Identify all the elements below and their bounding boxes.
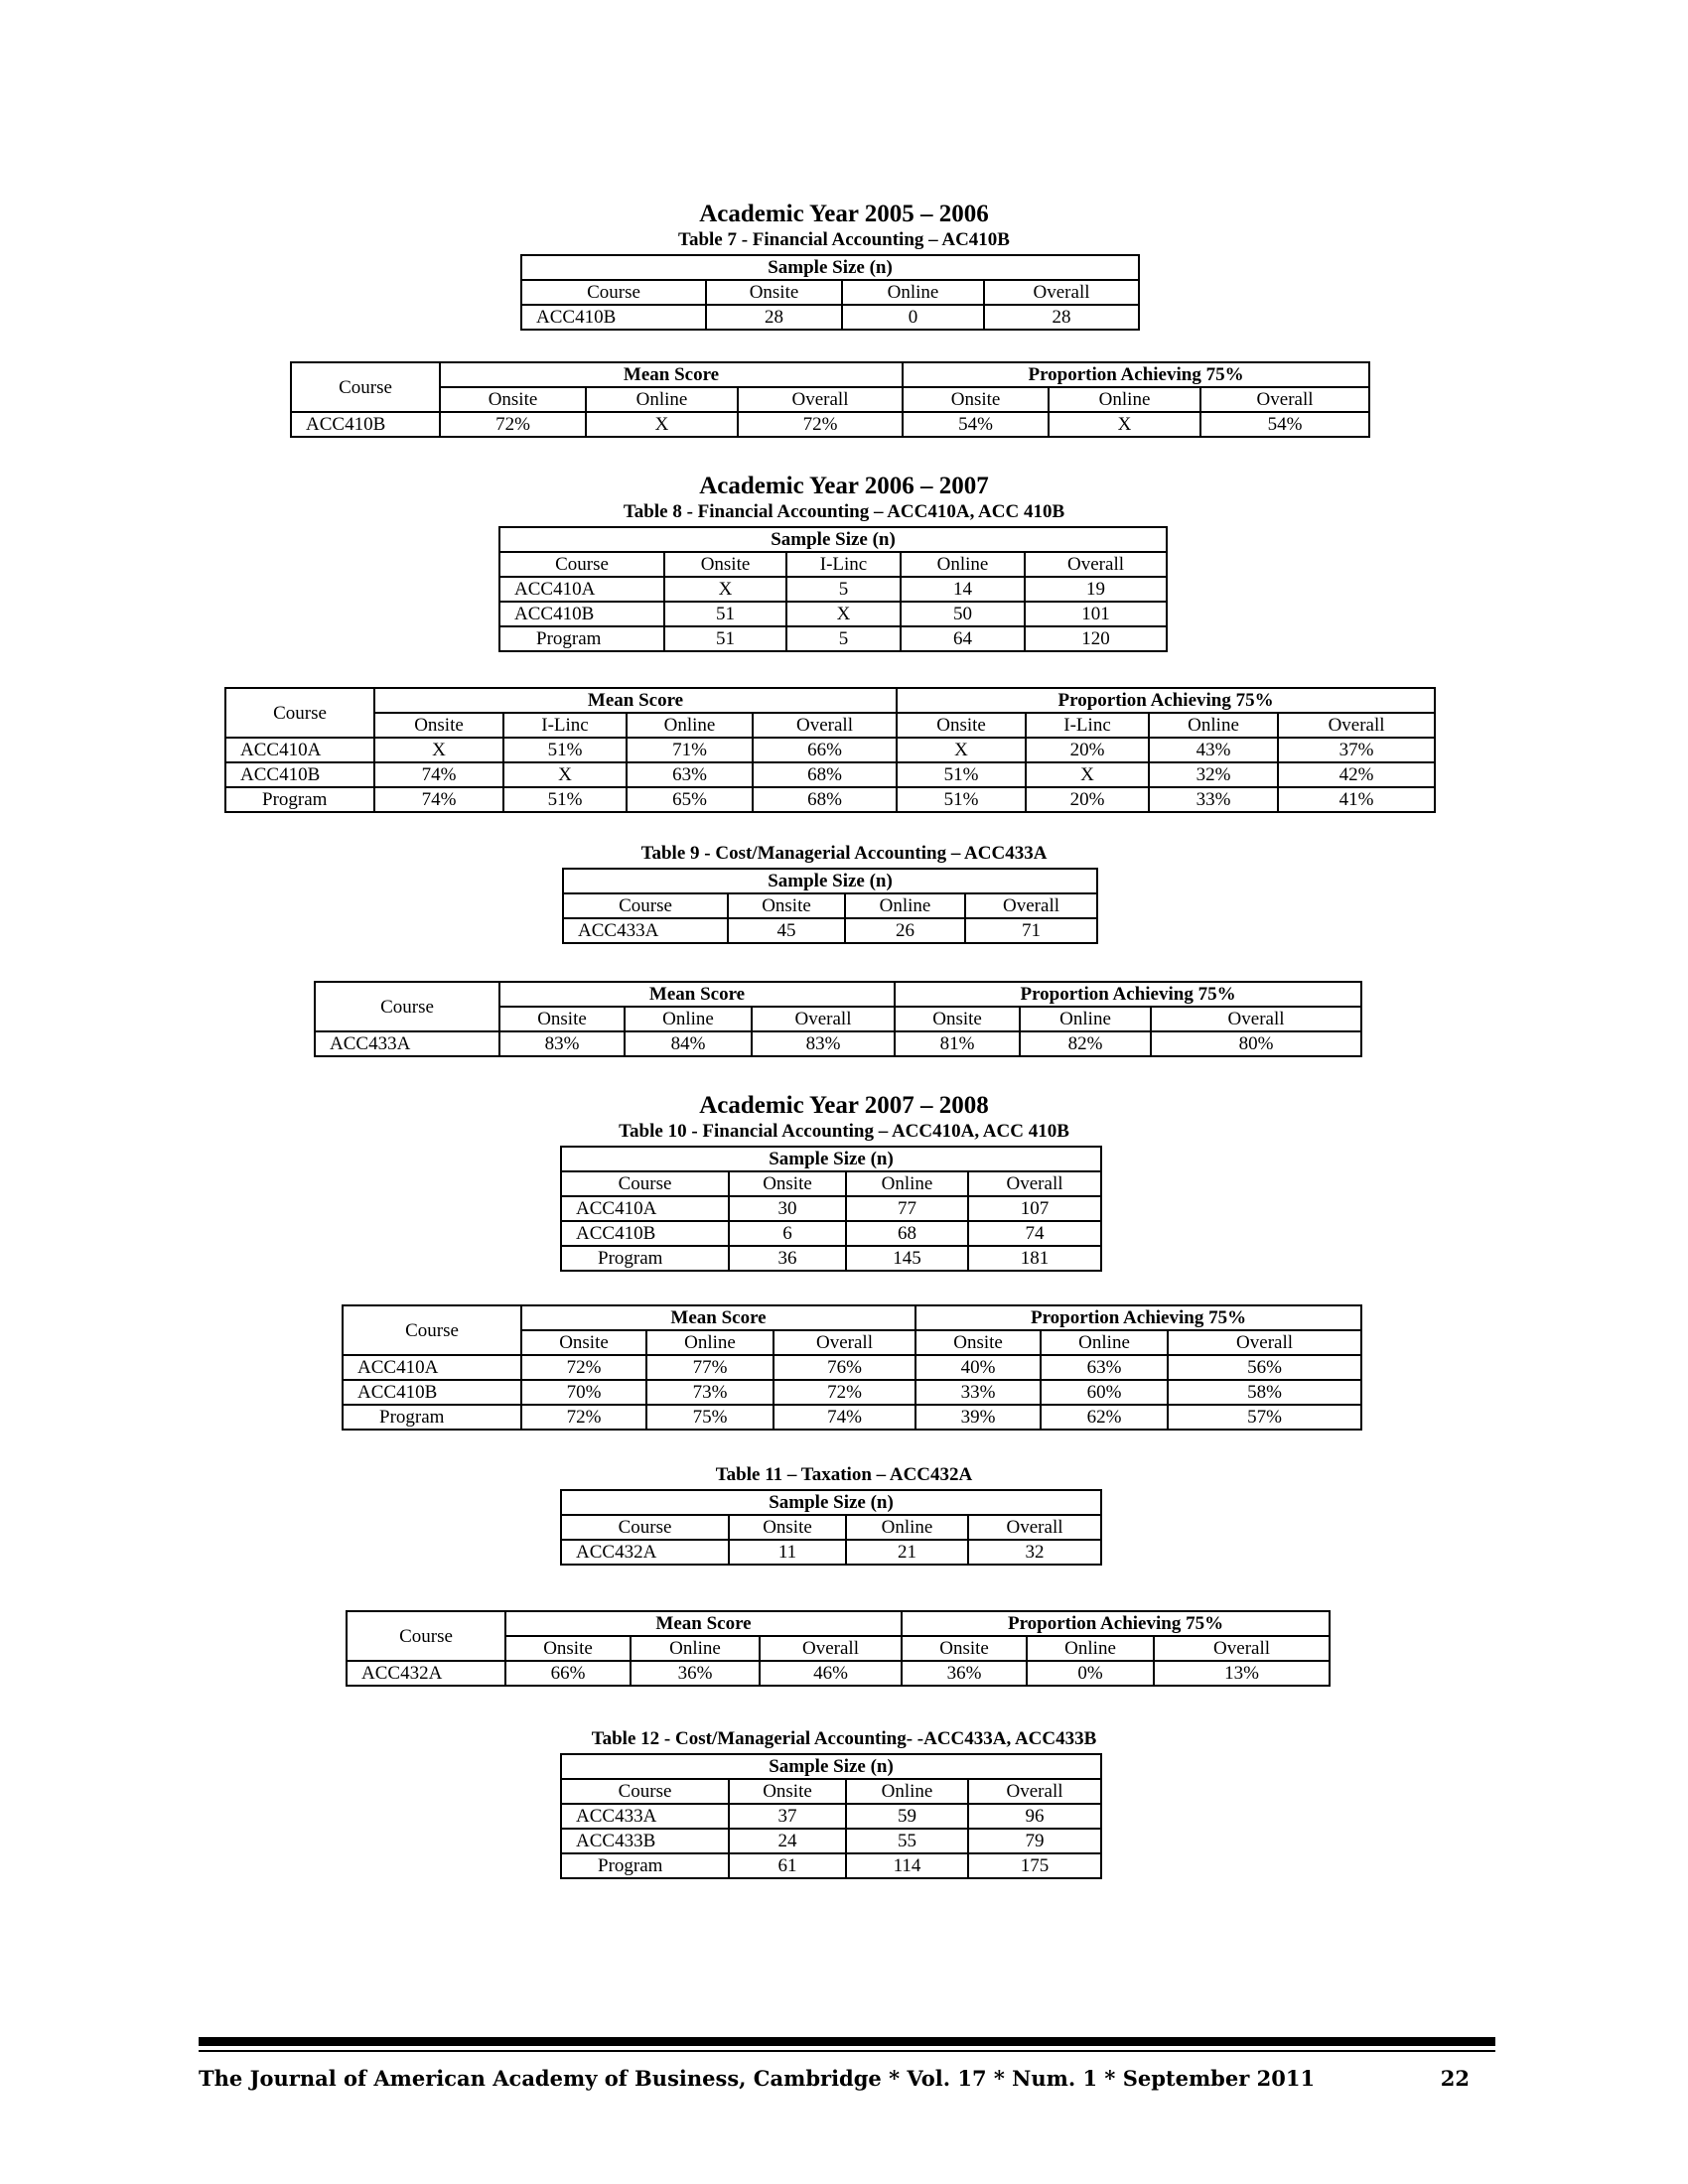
proportion-achieving-header: Proportion Achieving 75% [897,688,1435,713]
data-cell: 70% [521,1380,646,1405]
data-cell: X [1049,412,1200,437]
course-cell: Program [343,1405,521,1430]
course-cell: ACC433A [561,1804,729,1829]
column-header: Course [561,1515,729,1540]
data-cell: 83% [752,1031,895,1056]
data-cell: 55 [846,1829,968,1853]
data-cell: 77% [646,1355,774,1380]
data-cell: 101 [1025,602,1167,626]
table-10-sample-size [560,1146,1102,1272]
data-cell: 46% [760,1661,902,1686]
year-heading-2007-2008: Academic Year 2007 – 2008 [699,1092,989,1119]
mean-score-header: Mean Score [440,362,903,387]
column-header: I-Linc [503,713,627,738]
data-cell: 6 [729,1221,846,1246]
mean-score-header: Mean Score [374,688,897,713]
column-header: Online [845,893,965,918]
data-cell: 41% [1278,787,1435,812]
data-cell: 72% [738,412,903,437]
data-cell: 37 [729,1804,846,1829]
column-header: Course [521,280,706,305]
data-cell: 77 [846,1196,968,1221]
data-cell: 81% [895,1031,1020,1056]
year-heading-2005-2006: Academic Year 2005 – 2006 [699,201,989,227]
data-cell: 80% [1151,1031,1361,1056]
column-header: Overall [1025,552,1167,577]
data-cell: 30 [729,1196,846,1221]
course-cell: ACC410A [561,1196,729,1221]
table-7-caption: Table 7 - Financial Accounting – AC410B [678,229,1010,250]
column-header: Online [631,1636,760,1661]
column-header: Online [846,1515,968,1540]
data-cell: 20% [1026,738,1149,762]
data-cell: 56% [1168,1355,1361,1380]
course-cell: ACC410A [343,1355,521,1380]
table-row [225,738,1435,762]
data-cell: 0 [842,305,984,330]
table-row [291,412,1369,437]
column-header: Onsite [728,893,845,918]
proportion-achieving-header: Proportion Achieving 75% [915,1305,1361,1330]
data-cell: 32 [968,1540,1101,1565]
course-cell: ACC410B [291,412,440,437]
page-footer [199,2063,1495,2095]
table-row [343,1355,1361,1380]
column-header: Onsite [895,1007,1020,1031]
column-header: Overall [1151,1007,1361,1031]
course-cell: ACC410B [343,1380,521,1405]
data-cell: 21 [846,1540,968,1565]
column-header: Onsite [902,1636,1027,1661]
data-cell: 71 [965,918,1097,943]
data-cell: 54% [903,412,1049,437]
data-cell: 68% [753,762,897,787]
table-9-caption: Table 9 - Cost/Managerial Accounting – ACC433A [640,843,1048,864]
data-cell: 24 [729,1829,846,1853]
table-row [343,1405,1361,1430]
data-cell: 33% [915,1380,1041,1405]
table-row [561,1853,1101,1878]
column-header: Overall [738,387,903,412]
journal-citation: The Journal of American Academy of Business, Cambridge * Vol. 17 * Num. 1 * September 2011 [199,2066,1316,2091]
data-cell: 36% [902,1661,1027,1686]
sample-size-title: Sample Size (n) [561,1147,1101,1171]
data-cell: 84% [625,1031,752,1056]
table-row [499,626,1167,651]
table-11-scores [346,1610,1331,1687]
data-cell: 61 [729,1853,846,1878]
data-cell: 33% [1149,787,1278,812]
data-cell: X [503,762,627,787]
data-cell: 0% [1027,1661,1154,1686]
course-column-header: Course [291,362,440,412]
data-cell: 96 [968,1804,1101,1829]
column-header: Onsite [521,1330,646,1355]
sample-size-title: Sample Size (n) [561,1754,1101,1779]
data-cell: 40% [915,1355,1041,1380]
column-header: Onsite [440,387,586,412]
data-cell: 175 [968,1853,1101,1878]
table-row [561,1246,1101,1271]
column-header: Onsite [499,1007,625,1031]
data-cell: 62% [1041,1405,1168,1430]
column-header: Overall [760,1636,902,1661]
course-cell: ACC410B [225,762,374,787]
table-row [315,1031,1361,1056]
column-header: Overall [752,1007,895,1031]
data-cell: 72% [774,1380,915,1405]
column-header: Onsite [374,713,503,738]
column-header: Overall [1168,1330,1361,1355]
column-header: I-Linc [786,552,901,577]
course-column-header: Course [347,1611,505,1661]
data-cell: 74% [774,1405,915,1430]
table-12-caption: Table 12 - Cost/Managerial Accounting- -ACC433A, ACC433B [591,1728,1097,1749]
table-row [561,1804,1101,1829]
data-cell: 14 [901,577,1025,602]
column-header: Online [586,387,738,412]
table-row [225,787,1435,812]
table-11-sample-size [560,1489,1102,1566]
data-cell: 5 [786,626,901,651]
column-header: Online [627,713,753,738]
table-row [347,1661,1330,1686]
data-cell: 73% [646,1380,774,1405]
data-cell: 64 [901,626,1025,651]
column-header: Course [561,1171,729,1196]
table-row [499,577,1167,602]
column-header: Online [846,1171,968,1196]
data-cell: 82% [1020,1031,1151,1056]
data-cell: 74% [374,787,503,812]
data-cell: 72% [521,1355,646,1380]
data-cell: 68 [846,1221,968,1246]
table-12-sample-size [560,1753,1102,1879]
data-cell: 28 [984,305,1139,330]
data-cell: 13% [1154,1661,1330,1686]
column-header: Overall [965,893,1097,918]
column-header: Onsite [729,1171,846,1196]
table-row [561,1540,1101,1565]
data-cell: 181 [968,1246,1101,1271]
table-9-scores [314,981,1362,1057]
course-cell: Program [225,787,374,812]
course-cell: ACC433B [561,1829,729,1853]
year-heading-2006-2007: Academic Year 2006 – 2007 [699,473,989,499]
data-cell: 75% [646,1405,774,1430]
course-cell: ACC410B [561,1221,729,1246]
sample-size-title: Sample Size (n) [561,1490,1101,1515]
table-9-sample-size [562,868,1098,944]
table-7-sample-size [520,254,1140,331]
data-cell: 66% [505,1661,631,1686]
data-cell: 72% [521,1405,646,1430]
mean-score-header: Mean Score [505,1611,902,1636]
mean-score-header: Mean Score [499,982,895,1007]
column-header: I-Linc [1026,713,1149,738]
sample-size-title: Sample Size (n) [563,869,1097,893]
course-cell: Program [561,1246,729,1271]
column-header: Onsite [903,387,1049,412]
sample-size-title: Sample Size (n) [499,527,1167,552]
data-cell: 114 [846,1853,968,1878]
column-header: Overall [774,1330,915,1355]
footer-rule-thick [199,2037,1495,2046]
course-column-header: Course [343,1305,521,1355]
table-row [521,305,1139,330]
table-row [343,1380,1361,1405]
data-cell: 36 [729,1246,846,1271]
data-cell: X [374,738,503,762]
table-row [225,762,1435,787]
page-number: 22 [1440,2066,1470,2091]
column-header: Onsite [505,1636,631,1661]
data-cell: X [897,738,1026,762]
data-cell: 36% [631,1661,760,1686]
data-cell: 79 [968,1829,1101,1853]
column-header: Overall [1278,713,1435,738]
column-header: Course [563,893,728,918]
course-cell: ACC410B [499,602,664,626]
data-cell: 45 [728,918,845,943]
data-cell: 72% [440,412,586,437]
data-cell: 74% [374,762,503,787]
column-header: Onsite [729,1779,846,1804]
column-header: Online [1041,1330,1168,1355]
data-cell: 51% [897,787,1026,812]
column-header: Online [1020,1007,1151,1031]
table-8-caption: Table 8 - Financial Accounting – ACC410A, ACC 410B [623,501,1065,522]
data-cell: X [586,412,738,437]
footer-rule-thin [199,2050,1495,2052]
data-cell: 43% [1149,738,1278,762]
data-cell: 63% [627,762,753,787]
data-cell: 76% [774,1355,915,1380]
data-cell: 28 [706,305,842,330]
data-cell: 66% [753,738,897,762]
column-header: Overall [968,1779,1101,1804]
table-10-scores [342,1304,1362,1431]
table-row [499,602,1167,626]
table-8-sample-size [498,526,1168,652]
data-cell: 37% [1278,738,1435,762]
column-header: Online [842,280,984,305]
column-header: Course [499,552,664,577]
data-cell: 39% [915,1405,1041,1430]
course-cell: ACC410A [225,738,374,762]
data-cell: 74 [968,1221,1101,1246]
column-header: Online [1027,1636,1154,1661]
column-header: Onsite [729,1515,846,1540]
course-cell: ACC433A [563,918,728,943]
column-header: Online [646,1330,774,1355]
column-header: Online [846,1779,968,1804]
data-cell: 57% [1168,1405,1361,1430]
course-cell: ACC432A [347,1661,505,1686]
data-cell: 19 [1025,577,1167,602]
course-column-header: Course [225,688,374,738]
data-cell: 42% [1278,762,1435,787]
course-cell: ACC410A [499,577,664,602]
course-column-header: Course [315,982,499,1031]
data-cell: 50 [901,602,1025,626]
data-cell: 51 [664,602,786,626]
data-cell: X [664,577,786,602]
course-cell: ACC433A [315,1031,499,1056]
column-header: Onsite [897,713,1026,738]
data-cell: 51% [503,787,627,812]
data-cell: 5 [786,577,901,602]
table-10-caption: Table 10 - Financial Accounting – ACC410A, ACC 410B [619,1121,1069,1142]
course-cell: ACC410B [521,305,706,330]
column-header: Overall [984,280,1139,305]
data-cell: 20% [1026,787,1149,812]
data-cell: 59 [846,1804,968,1829]
data-cell: X [1026,762,1149,787]
data-cell: 11 [729,1540,846,1565]
data-cell: 145 [846,1246,968,1271]
sample-size-title: Sample Size (n) [521,255,1139,280]
mean-score-header: Mean Score [521,1305,915,1330]
column-header: Online [1149,713,1278,738]
column-header: Overall [968,1515,1101,1540]
column-header: Overall [1200,387,1369,412]
column-header: Onsite [706,280,842,305]
proportion-achieving-header: Proportion Achieving 75% [902,1611,1330,1636]
table-11-caption: Table 11 – Taxation – ACC432A [715,1464,973,1485]
column-header: Online [901,552,1025,577]
data-cell: 26 [845,918,965,943]
data-cell: 63% [1041,1355,1168,1380]
data-cell: 120 [1025,626,1167,651]
table-8-scores [224,687,1436,813]
data-cell: 65% [627,787,753,812]
data-cell: 60% [1041,1380,1168,1405]
course-cell: Program [561,1853,729,1878]
data-cell: 51 [664,626,786,651]
proportion-achieving-header: Proportion Achieving 75% [895,982,1361,1007]
data-cell: 54% [1200,412,1369,437]
data-cell: 71% [627,738,753,762]
data-cell: 51% [897,762,1026,787]
table-7-scores [290,361,1370,438]
course-cell: ACC432A [561,1540,729,1565]
table-row [563,918,1097,943]
column-header: Onsite [664,552,786,577]
data-cell: 58% [1168,1380,1361,1405]
table-row [561,1829,1101,1853]
column-header: Online [1049,387,1200,412]
data-cell: 51% [503,738,627,762]
table-row [561,1221,1101,1246]
table-row [561,1196,1101,1221]
data-cell: 107 [968,1196,1101,1221]
course-cell: Program [499,626,664,651]
data-cell: X [786,602,901,626]
column-header: Online [625,1007,752,1031]
column-header: Overall [968,1171,1101,1196]
column-header: Overall [1154,1636,1330,1661]
column-header: Overall [753,713,897,738]
data-cell: 32% [1149,762,1278,787]
column-header: Onsite [915,1330,1041,1355]
data-cell: 83% [499,1031,625,1056]
proportion-achieving-header: Proportion Achieving 75% [903,362,1369,387]
column-header: Course [561,1779,729,1804]
data-cell: 68% [753,787,897,812]
